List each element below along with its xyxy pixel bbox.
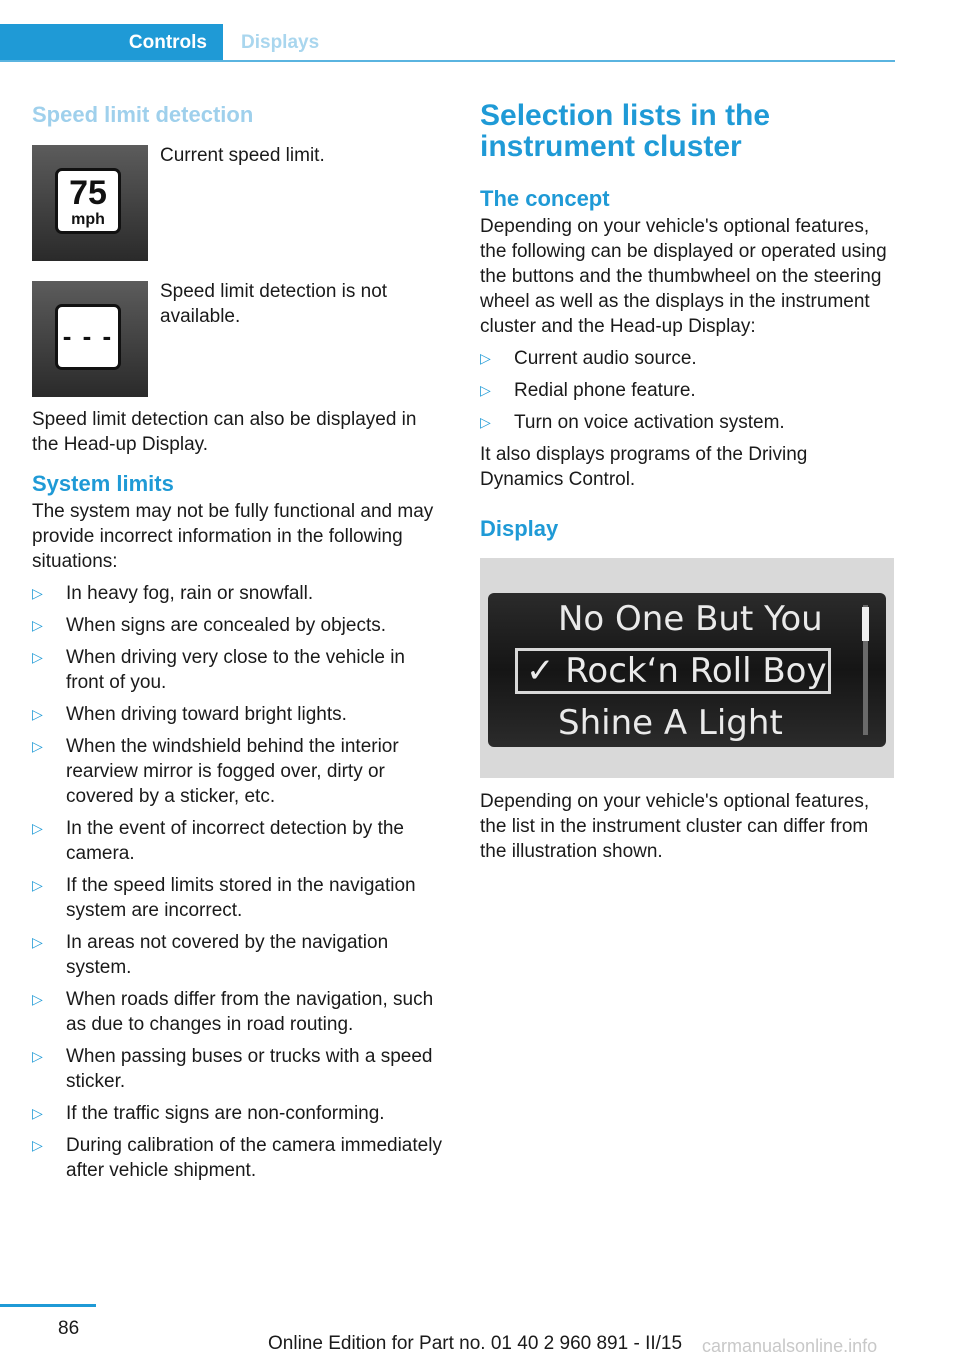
system-limits-text: The system may not be fully functional and may provide incorrect information in the following situations: (32, 501, 434, 572)
bullet-arrow-icon: ▷ (32, 934, 43, 950)
tab-underline (0, 60, 895, 62)
list-item: ▷ When signs are concealed by objects. (32, 615, 387, 636)
footer-rule (0, 1304, 96, 1307)
speed-limit-unavailable-icon (32, 281, 148, 397)
tab-controls[interactable]: Controls (0, 24, 223, 62)
bullet-arrow-icon: ▷ (32, 1048, 43, 1064)
bullet-arrow-icon: ▷ (32, 649, 43, 665)
system-limits-list (32, 581, 444, 1183)
list-item: ▷ When driving very close to the vehicle in front of you. (32, 647, 405, 693)
current-speed-text: Current speed limit. (160, 145, 325, 166)
bullet-arrow-icon: ▷ (480, 350, 491, 366)
ddc-text: It also displays programs of the Driving Dynamics Control. (480, 444, 808, 490)
list-item: ▷ When driving toward bright lights. (32, 704, 347, 725)
cluster-list-item: No One But You (558, 599, 823, 639)
list-item: ▷ When roads differ from the navigation, such as due to changes in road routing. (32, 989, 434, 1035)
speed-limit-current-row (32, 145, 444, 261)
list-item: ▷ In areas not covered by the navigation system. (32, 932, 389, 978)
page-number: 86 (58, 1318, 80, 1339)
cluster-caption: Depending on your vehicle's optional features, the list in the instrument cluster can differ from the illustration shown. (480, 791, 870, 862)
bullet-arrow-icon: ▷ (32, 1105, 43, 1121)
selection-lists-heading: Selection lists in the instrument cluster (480, 99, 771, 163)
unavailable-text: Speed limit detection is not available. (160, 281, 388, 327)
bullet-arrow-icon: ▷ (32, 820, 43, 836)
list-item: ▷ Redial phone feature. (480, 380, 696, 401)
list-item: ▷ In heavy fog, rain or snowfall. (32, 583, 314, 604)
cluster-list-item: Shine A Light (558, 703, 783, 743)
list-item: ▷ When passing buses or trucks with a speed sticker. (32, 1046, 433, 1092)
bullet-arrow-icon: ▷ (32, 585, 43, 601)
bullet-arrow-icon: ▷ (32, 1137, 43, 1153)
concept-heading: The concept (480, 186, 610, 211)
bullet-arrow-icon: ▷ (32, 738, 43, 754)
left-column (32, 100, 444, 1190)
list-item: ▷ Turn on voice activation system. (480, 412, 785, 433)
cluster-screen (488, 593, 886, 747)
bullet-arrow-icon: ▷ (32, 877, 43, 893)
list-item: ▷ If the traffic signs are non-conforming. (32, 1103, 385, 1124)
bullet-arrow-icon: ▷ (32, 706, 43, 722)
watermark: carmanualsonline.info (702, 1336, 878, 1356)
bullet-arrow-icon: ▷ (480, 414, 491, 430)
cluster-scroll-thumb (862, 607, 869, 641)
tab-bar (0, 24, 895, 62)
list-item: ▷ Current audio source. (480, 348, 697, 369)
list-item: ▷ If the speed limits stored in the navigation system are incorrect. (32, 875, 416, 921)
tab-displays[interactable]: Displays (241, 32, 320, 53)
concept-list (480, 346, 896, 435)
cluster-list-item-selected: ✓ Rock‘n Roll Boy (526, 651, 827, 691)
system-limits-heading: System limits (32, 471, 174, 496)
speed-unit: mph (71, 211, 105, 228)
instrument-cluster-illustration (480, 558, 894, 778)
display-heading: Display (480, 516, 559, 541)
dash-symbol: - - - (62, 321, 114, 351)
bullet-arrow-icon: ▷ (32, 617, 43, 633)
bullet-arrow-icon: ▷ (480, 382, 491, 398)
speed-limit-sign-icon (32, 145, 148, 261)
list-item: ▷ During calibration of the camera immediately after vehicle shipment. (32, 1135, 442, 1181)
speed-value: 75 (69, 174, 107, 212)
concept-text: Depending on your vehicle's optional features, the following can be displayed or operated using the buttons and the thumbwheel on the steering wheel as well as the displays in the instrument cluster and the Head-up Display: (480, 216, 887, 337)
edition-text: Online Edition for Part no. 01 40 2 960 891 - II/15 (268, 1333, 683, 1354)
list-item: ▷ When the windshield behind the interior rearview mirror is fogged over, dirty or covered by a sticker, etc. (32, 736, 399, 807)
list-item: ▷ In the event of incorrect detection by the camera. (32, 818, 404, 864)
right-column (480, 100, 896, 864)
speed-limit-heading: Speed limit detection (32, 102, 254, 127)
speed-limit-unavailable-row (32, 281, 444, 397)
hud-paragraph: Speed limit detection can also be displayed in the Head-up Display. (32, 409, 417, 455)
bullet-arrow-icon: ▷ (32, 991, 43, 1007)
